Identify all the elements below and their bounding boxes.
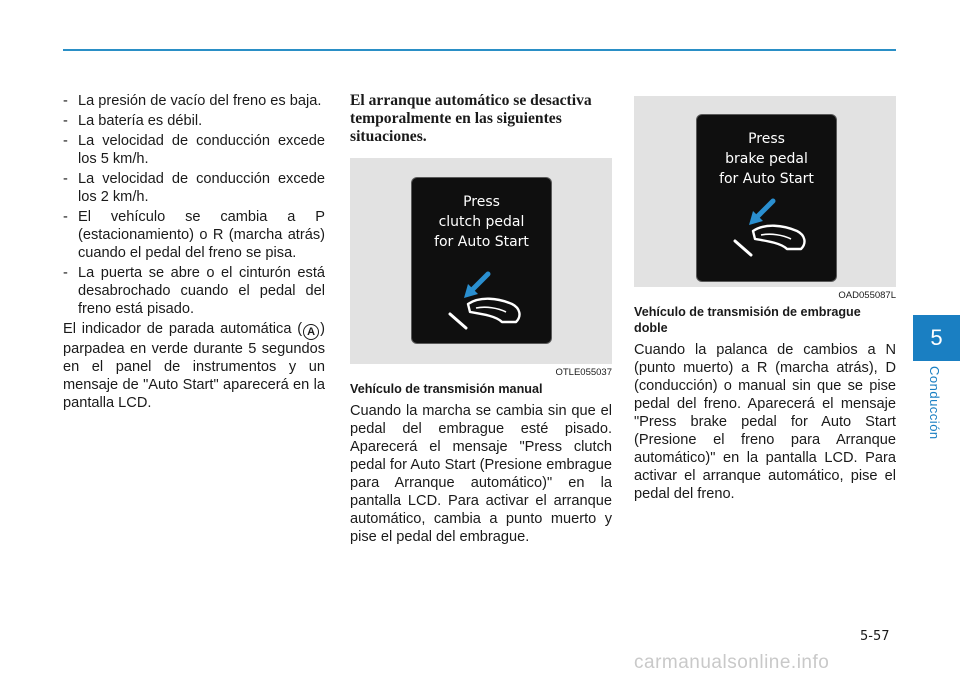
figure-code: OTLE055037 [555,367,612,378]
body-paragraph: Cuando la marcha se cambia sin que el pedal del embrague esté pisado. Aparecerá el mensaje "Press clutch pedal for Auto Start (Presione embrague para Arranque automático)" en la pantalla LCD. Para activar el arranque automático, cambia a punto muerto y pise el pedal del embrague. [350,403,612,545]
auto-stop-indicator-icon: A [303,324,319,340]
list-item: - La velocidad de conducción excede los 5 km/h. [63,132,325,168]
figure-caption: Vehículo de transmisión de embrague doble [634,305,861,335]
pedal-icon [731,197,811,261]
list-item: - La batería es débil. [63,112,325,130]
lcd-display [697,115,836,281]
lcd-line: brake pedal [725,151,808,167]
lcd-display [412,178,551,343]
arrow-icon [749,201,773,225]
list-item: - La presión de vacío del freno es baja. [63,92,325,110]
lcd-line: for Auto Start [434,234,529,250]
watermark: carmanualsonline.info [634,652,830,673]
indicator-text-before: El indicador de parada automática ( [63,321,303,337]
lcd-message [697,129,836,189]
chapter-title: Conducción [927,366,942,440]
header-rule [63,49,896,51]
chapter-tab: 5 [913,315,960,361]
lcd-message [412,192,551,252]
figure-caption: Vehículo de transmisión manual [350,382,543,396]
middle-column [350,92,612,546]
arrow-icon [464,274,488,298]
body-paragraph: Cuando la palanca de cambios a N (punto muerto) a R (marcha atrás), D (conducción) o manual sin que se pise pedal del freno. Aparecerá el mensaje "Press brake pedal for Auto Start (Presione el freno para Arranque automático)" en la pantalla LCD. Para activar el arranque automático, pise el pedal del freno. [634,342,896,502]
right-column [634,96,896,503]
lcd-line: clutch pedal [438,214,525,230]
figure-clutch-pedal [350,158,612,364]
lcd-line: for Auto Start [719,171,814,187]
list-item: - El vehículo se cambia a P (estacionamiento) o R (marcha atrás) cuando el pedal del freno se pisa. [63,208,325,262]
figure-code: OAD055087L [838,290,896,301]
indicator-text-after: ) parpadea en verde durante 5 segundos en el panel de instrumentos y un mensaje de "Auto Start" aparecerá en la pantalla LCD. [63,321,325,411]
figure-brake-pedal [634,96,896,287]
page-number: 5-57 [860,629,890,644]
list-item: - La velocidad de conducción excede los 2 km/h. [63,170,325,206]
section-heading: El arranque automático se desactiva temporalmente en las siguientes situaciones. [350,92,592,145]
indicator-paragraph [63,320,325,412]
lcd-line: Press [748,131,785,147]
pedal-icon [446,270,526,332]
list-item: - La puerta se abre o el cinturón está desabrochado cuando el pedal del freno está pisado. [63,264,325,318]
condition-list [63,92,325,318]
lcd-line: Press [463,194,500,210]
left-column [63,92,325,412]
